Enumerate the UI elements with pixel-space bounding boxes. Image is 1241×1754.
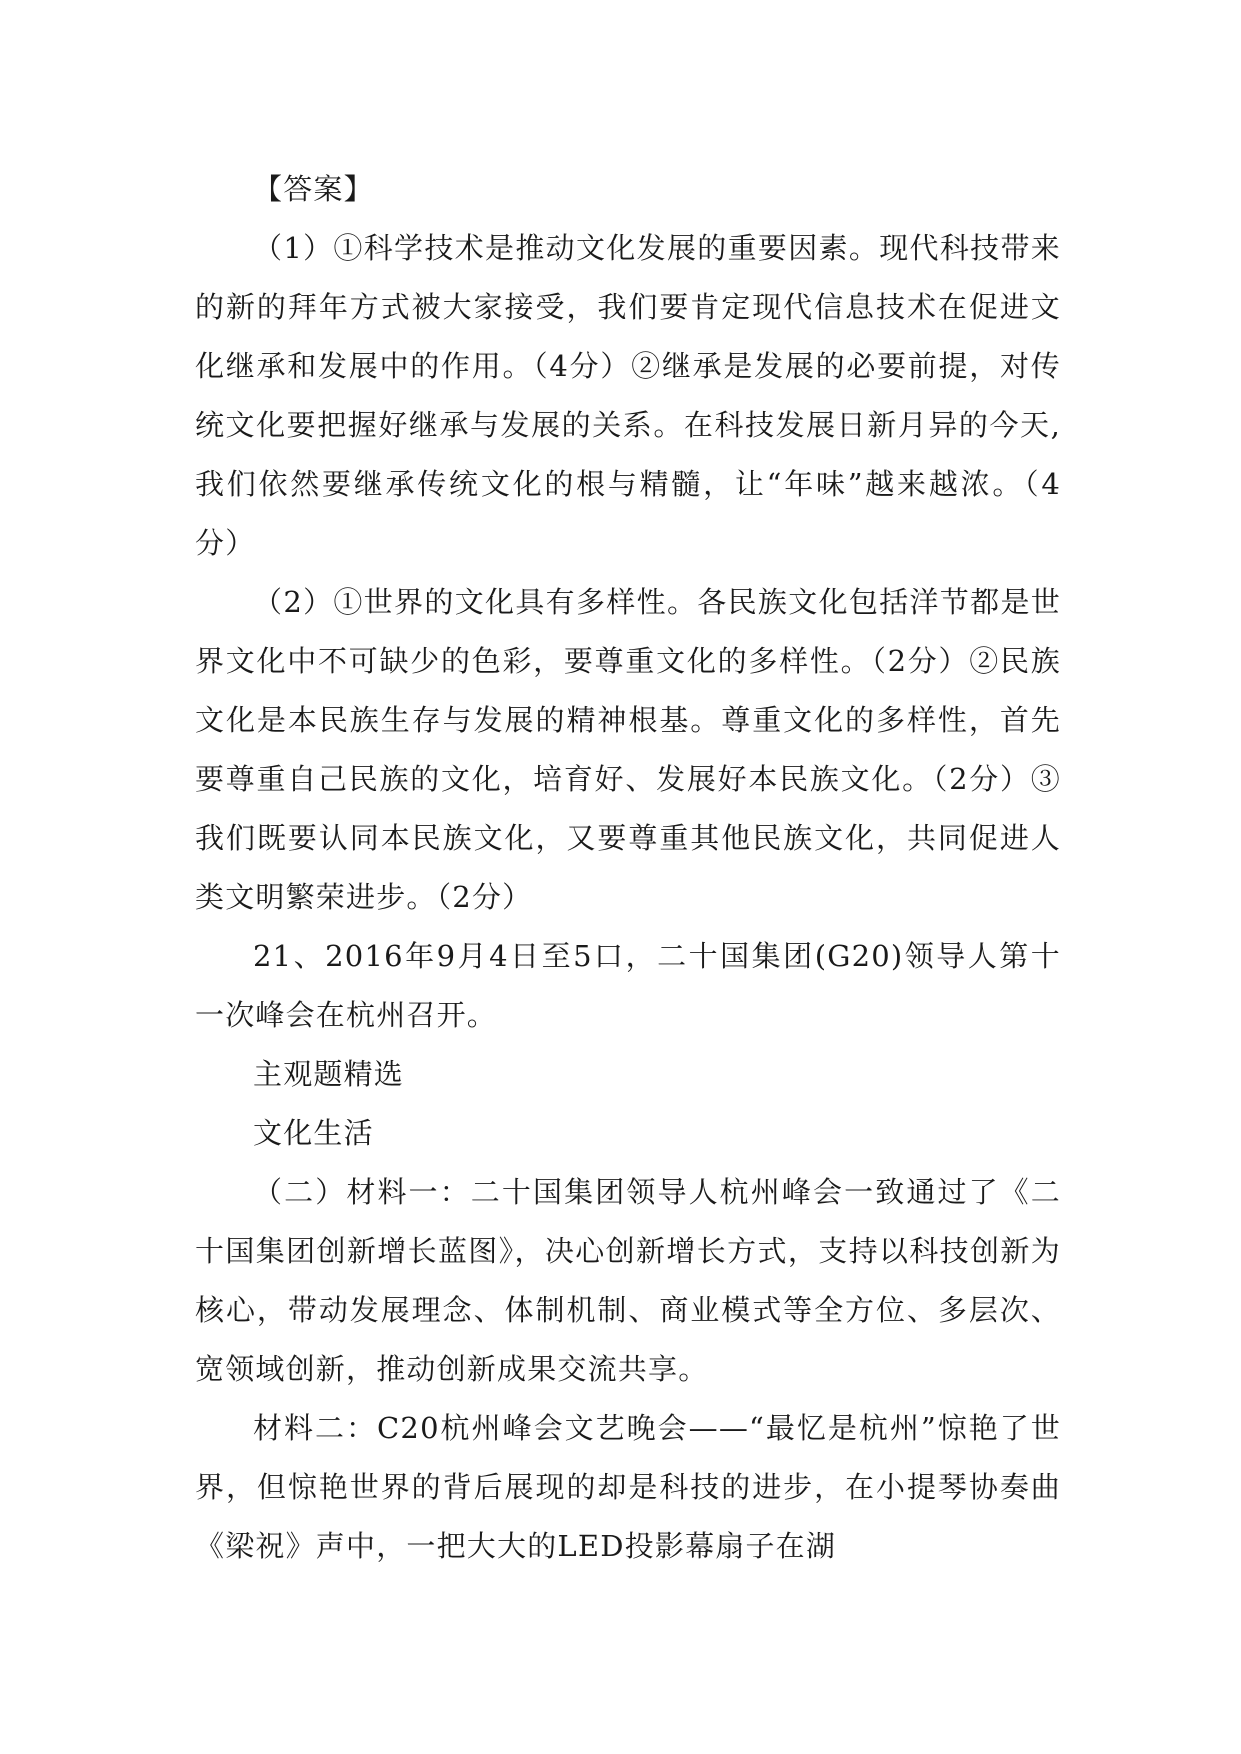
section-label-culture: 文化生活 [253,1116,374,1150]
material-two: 材料二：C20杭州峰会文艺晚会——“最忆是杭州”惊艳了世界，但惊艳世界的背后展现的却是科技的进步，在小提琴协奏曲《梁祝》声中，一把大大的LED投影幕扇子在湖 [195,1411,1061,1563]
section-label-subjective: 主观题精选 [253,1057,405,1091]
answer-heading: 【答案】 [253,172,374,206]
material-one: （二）材料一：二十国集团领导人杭州峰会一致通过了《二十国集团创新增长蓝图》，决心创新增长方式，支持以科技创新为核心，带动发展理念、体制机制、商业模式等全方位、多层次、宽领域创新，推动创新成果交流共享。 [195,1175,1061,1386]
question-21-intro: 21、2016年9月4日至5口，二十国集团(G20)领导人第十一次峰会在杭州召开。 [195,939,1061,1032]
document-body [195,160,1061,1576]
answer-part-2: （2）①世界的文化具有多样性。各民族文化包括洋节都是世界文化中不可缺少的色彩，要尊重文化的多样性。（2分）②民族文化是本民族生存与发展的精神根基。尊重文化的多样性，首先要尊重自己民族的文化，培育好、发展好本民族文化。（2分）③我们既要认同本民族文化，又要尊重其他民族文化，共同促进人类文明繁荣进步。（2分） [195,585,1061,914]
answer-part-1: （1）①科学技术是推动文化发展的重要因素。现代科技带来的新的拜年方式被大家接受，我们要肯定现代信息技术在促进文化继承和发展中的作用。（4分）②继承是发展的必要前提，对传统文化要把握好继承与发展的关系。在科技发展日新月异的今天,我们依然要继承传统文化的根与精髓，让“年味”越来越浓。（4分） [195,231,1061,560]
